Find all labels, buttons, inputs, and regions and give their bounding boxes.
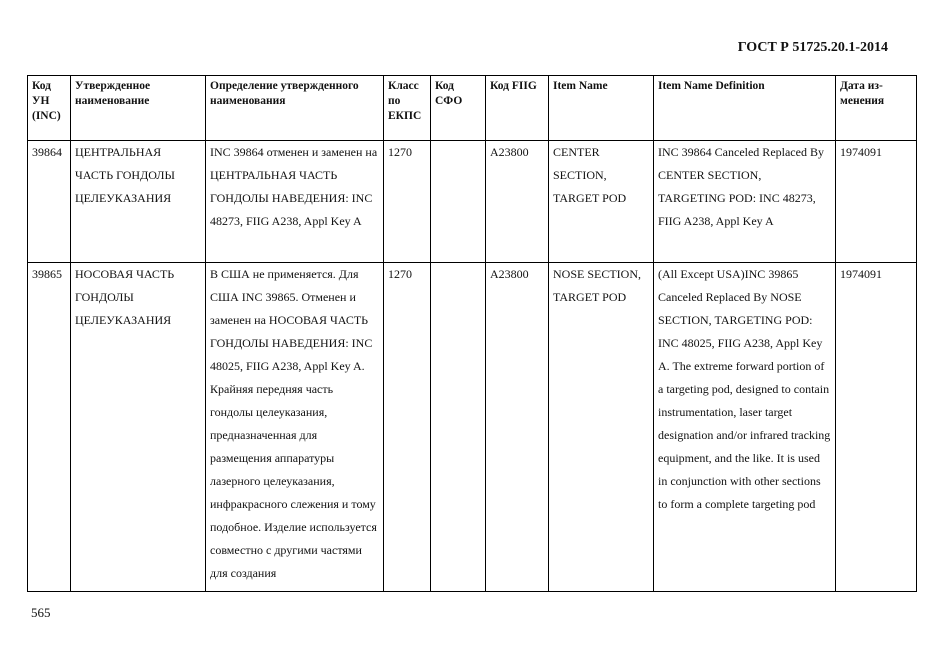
cell-item-name: NOSE SECTION, TARGET POD — [549, 263, 654, 592]
page-number: 565 — [31, 605, 51, 620]
cell-item-name: CENTER SECTION, TARGET POD — [549, 141, 654, 263]
cell-item-name-definition: INC 39864 Canceled Replaced By CENTER SECTION, TARGETING POD: INC 48273, FIIG A238, Appl Key A — [654, 141, 836, 263]
cell-item-name-definition: (All Except USA)INC 39865 Canceled Replaced By NOSE SECTION, TARGETING POD: INC 48025, FIIG A238, Appl Key A. The extreme forward portion of a targeting pod, designed to contain instrumentation, laser target designation and/or infrared tracking equipment, and the like. It is used in conjunction with other sections to form a complete targeting pod — [654, 263, 836, 592]
cell-change-date: 1974091 — [836, 141, 917, 263]
cell-definition: INC 39864 отменен и заменен на ЦЕНТРАЛЬНАЯ ЧАСТЬ ГОНДОЛЫ НАВЕДЕНИЯ: INC 48273, FIIG A238, Appl Key A — [206, 141, 384, 263]
cell-ekps-class: 1270 — [384, 263, 431, 592]
col-header-fiig-code: Код FIIG — [486, 76, 549, 141]
col-header-item-name-definition: Item Name Definition — [654, 76, 836, 141]
table-header-row — [28, 76, 917, 141]
cell-definition: В США не применяется. Для США INC 39865. Отменен и заменен на НОСОВАЯ ЧАСТЬ ГОНДОЛЫ НАВЕДЕНИЯ: INC 48025, FIIG A238, Appl Key A. Крайняя передняя часть гондолы целеуказания, предназначенная для размещения аппаратуры лазерного целеуказания, инфракрасного слежения и тому подобное. Изделие используется совместно с другими частями для создания — [206, 263, 384, 592]
table-row — [28, 141, 917, 263]
cell-inc: 39865 — [28, 263, 71, 592]
cell-approved-name: НОСОВАЯ ЧАСТЬ ГОНДОЛЫ ЦЕЛЕУКАЗАНИЯ — [71, 263, 206, 592]
cell-sfo-code — [431, 263, 486, 592]
cell-approved-name: ЦЕНТРАЛЬНАЯ ЧАСТЬ ГОНДОЛЫ ЦЕЛЕУКАЗАНИЯ — [71, 141, 206, 263]
col-header-inc: Код УН (INC) — [28, 76, 71, 141]
cell-fiig-code: A23800 — [486, 141, 549, 263]
document-code: ГОСТ Р 51725.20.1-2014 — [737, 40, 888, 55]
col-header-item-name: Item Name — [549, 76, 654, 141]
col-header-sfo-code: Код СФО — [431, 76, 486, 141]
col-header-ekps-class: Класс по ЕКПС — [384, 76, 431, 141]
cell-fiig-code: A23800 — [486, 263, 549, 592]
cell-change-date: 1974091 — [836, 263, 917, 592]
cell-inc: 39864 — [28, 141, 71, 263]
cell-ekps-class: 1270 — [384, 141, 431, 263]
table-row — [28, 263, 917, 592]
col-header-definition: Определение утвержденного наименования — [206, 76, 384, 141]
col-header-change-date: Дата из-менения — [836, 76, 917, 141]
cell-sfo-code — [431, 141, 486, 263]
classification-table — [27, 75, 917, 592]
col-header-approved-name: Утвержденное наименование — [71, 76, 206, 141]
